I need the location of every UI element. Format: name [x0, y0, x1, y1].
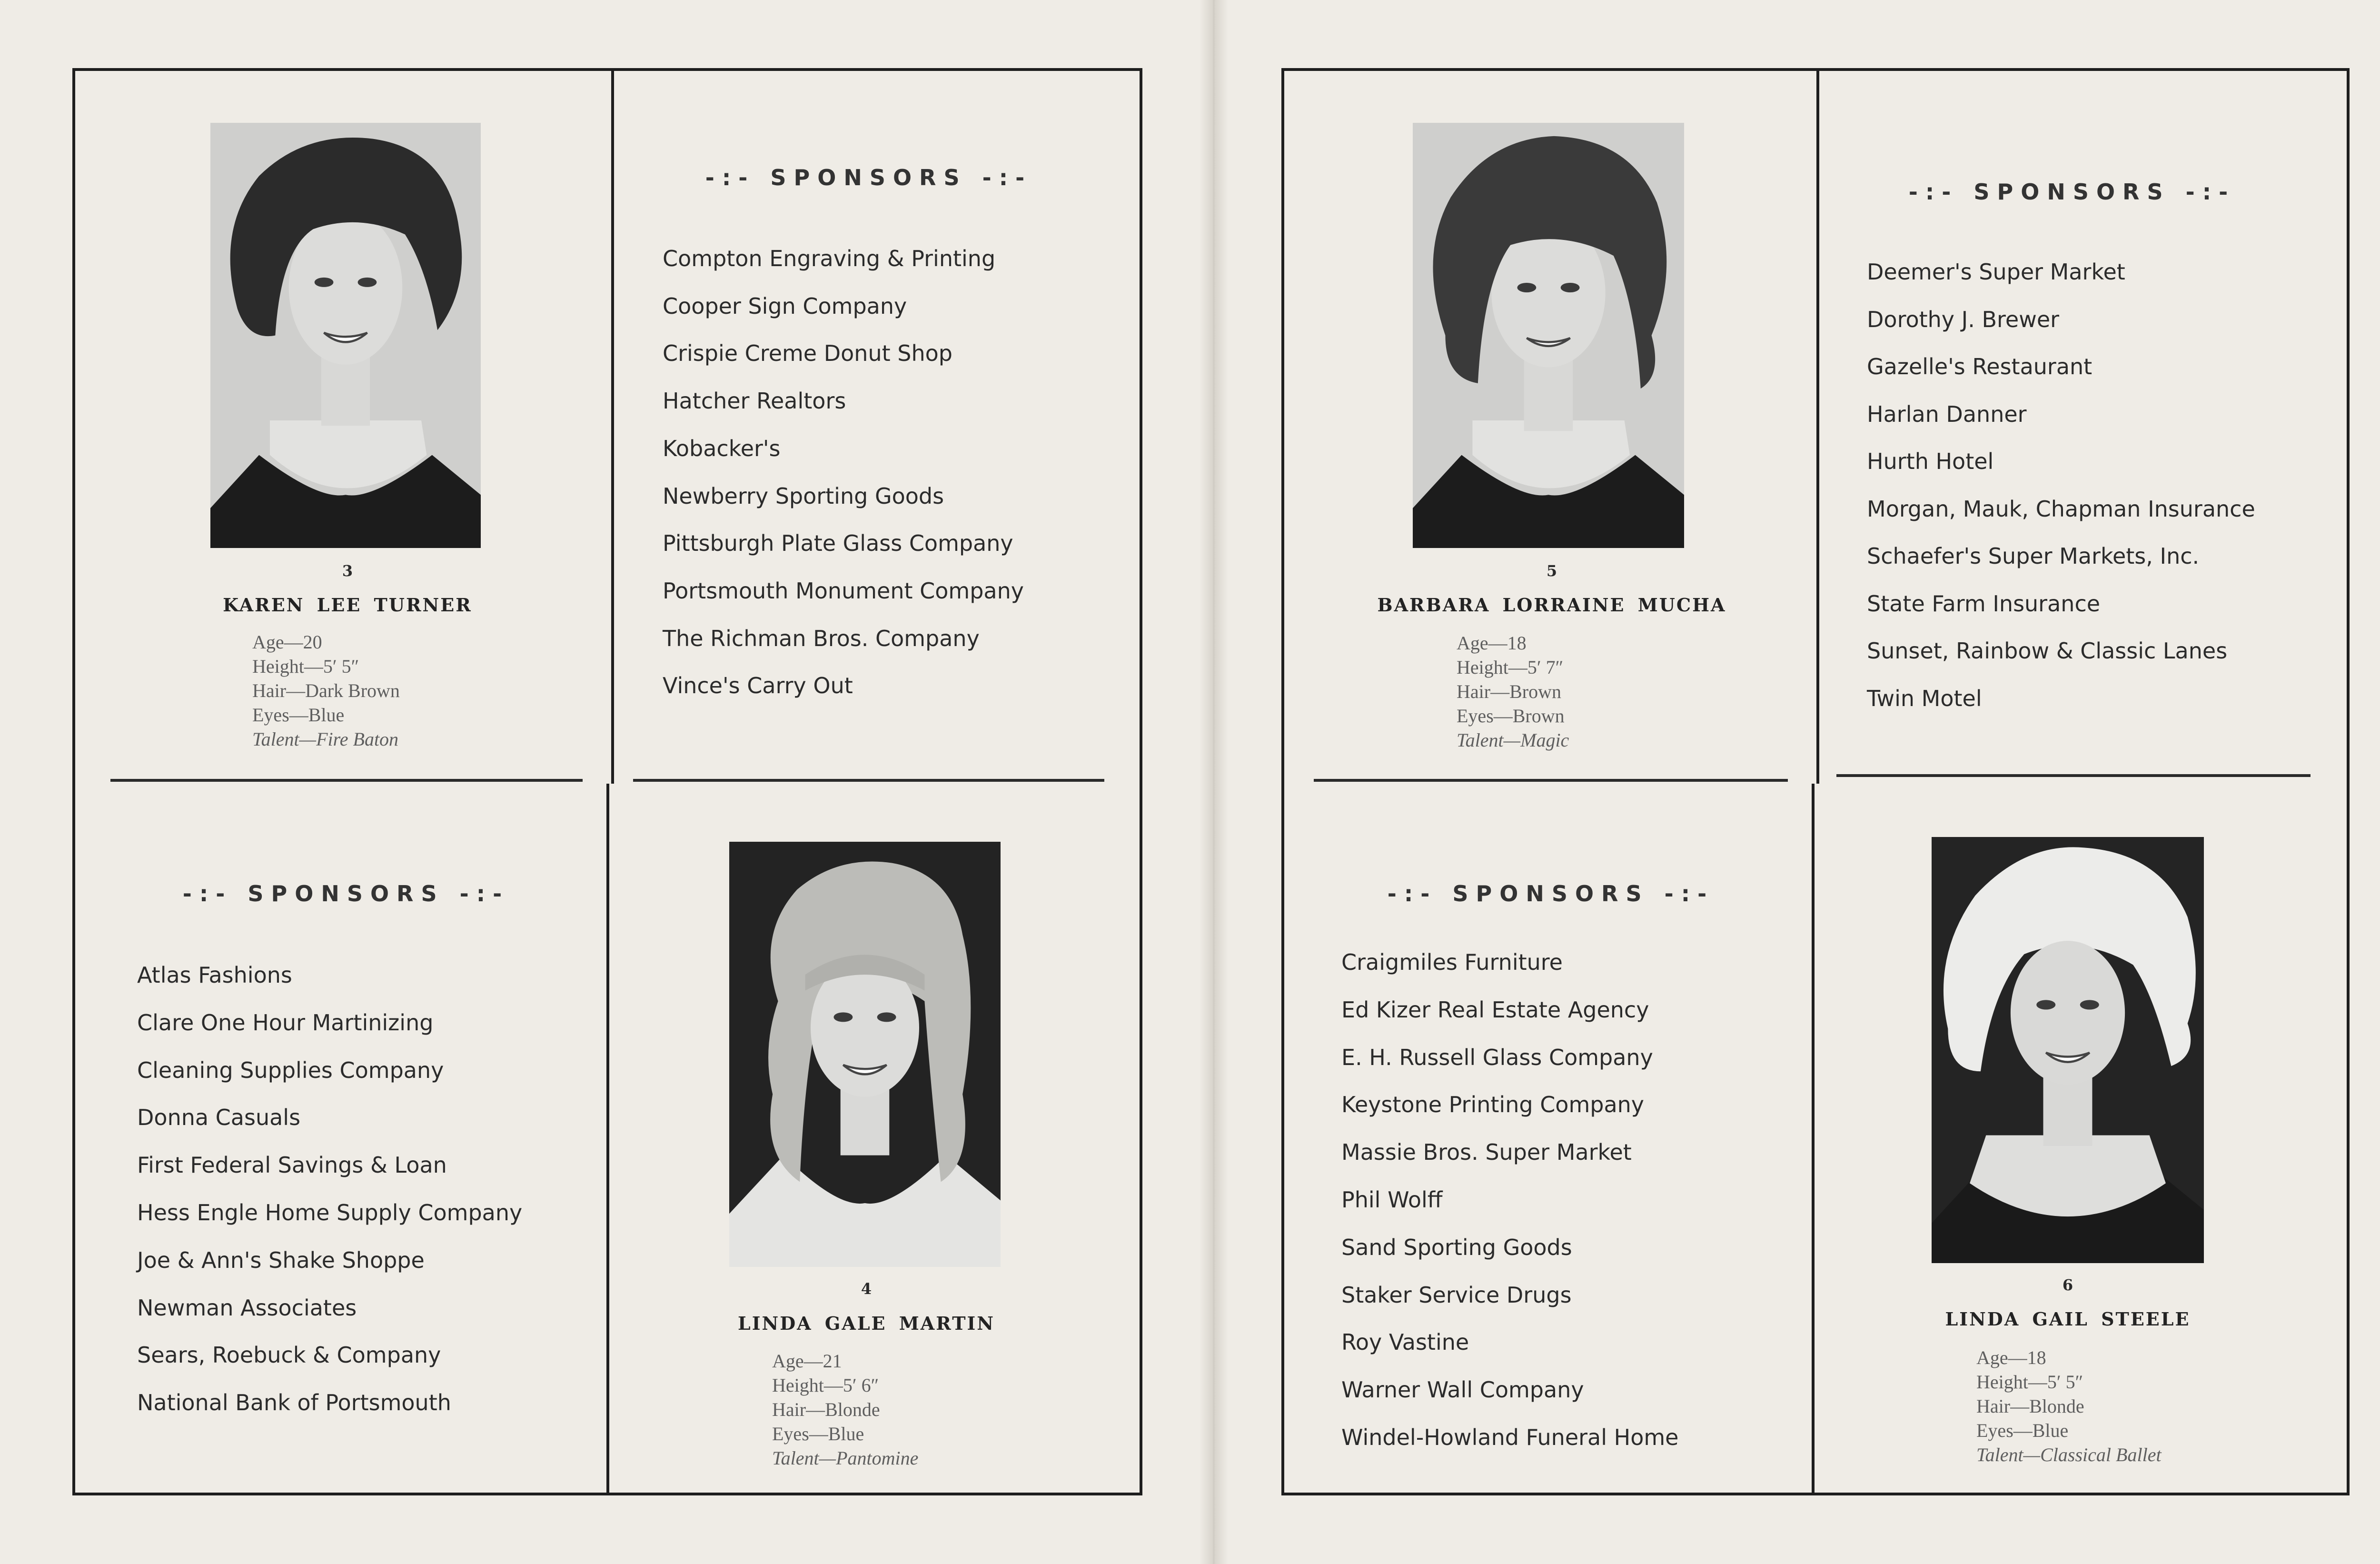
- contestant-6-age: Age—18: [1976, 1347, 2046, 1368]
- contestant-6-hair: Hair—Blonde: [1976, 1395, 2084, 1417]
- sponsor-item: Gazelle's Restaurant: [1867, 354, 2092, 379]
- sponsor-item: Kobacker's: [663, 435, 781, 461]
- sponsors-list-1: [663, 235, 1024, 710]
- right-cell-separator-1: [1314, 779, 1788, 782]
- sponsor-item: E. H. Russell Glass Company: [1341, 1044, 1653, 1070]
- sponsor-item: Keystone Printing Company: [1341, 1092, 1645, 1118]
- right-center-divider-top: [1816, 70, 1819, 784]
- contestant-5-photo: [1413, 123, 1684, 548]
- sponsor-item: Cooper Sign Company: [663, 293, 907, 319]
- right-center-divider-bottom: [1812, 784, 1815, 1494]
- sponsor-item: Newberry Sporting Goods: [663, 483, 944, 509]
- sponsor-item: Joe & Ann's Shake Shoppe: [137, 1247, 425, 1273]
- sponsor-item: Hatcher Realtors: [663, 388, 846, 414]
- sponsor-item: Schaefer's Super Markets, Inc.: [1867, 543, 2200, 569]
- contestant-6-photo: [1932, 837, 2204, 1263]
- sponsor-item: Newman Associates: [137, 1295, 357, 1321]
- right-cell-separator-2: [1836, 774, 2311, 777]
- contestant-4-stats: [772, 1349, 918, 1470]
- contestant-3-age: Age—20: [252, 631, 322, 653]
- sponsor-item: Crispie Creme Donut Shop: [663, 340, 952, 367]
- contestant-4-hair: Hair—Blonde: [772, 1399, 880, 1420]
- contestant-3-stats: [252, 630, 400, 751]
- contestant-4-number: 4: [861, 1280, 872, 1298]
- sponsor-item: Windel-Howland Funeral Home: [1341, 1424, 1679, 1450]
- contestant-5-name: BARBARA LORRAINE MUCHA: [1377, 594, 1726, 616]
- contestant-5-number: 5: [1546, 562, 1557, 580]
- sponsors-heading-1: -:- SPONSORS -:-: [705, 165, 1032, 190]
- sponsor-item: Portsmouth Monument Company: [663, 578, 1024, 604]
- sponsor-item: Massie Bros. Super Market: [1341, 1139, 1632, 1166]
- contestant-6-name: LINDA GAIL STEELE: [1945, 1308, 2191, 1330]
- contestant-4-talent: Talent—Pantomine: [772, 1447, 919, 1469]
- sponsor-item: Hurth Hotel: [1867, 448, 1994, 474]
- contestant-5-hair: Hair—Brown: [1457, 681, 1561, 702]
- contestant-6-height: Height—5′ 5″: [1976, 1371, 2083, 1393]
- contestant-5-stats: [1457, 631, 1569, 752]
- sponsors-heading-4: -:- SPONSORS -:-: [1387, 881, 1715, 907]
- sponsors-heading-3: -:- SPONSORS -:-: [1908, 179, 2236, 205]
- sponsor-item: The Richman Bros. Company: [663, 625, 980, 651]
- sponsor-item: Atlas Fashions: [137, 962, 292, 988]
- sponsor-item: Donna Casuals: [137, 1105, 301, 1131]
- sponsor-item: Vince's Carry Out: [663, 673, 853, 699]
- sponsor-item: Cleaning Supplies Company: [137, 1057, 444, 1083]
- sponsor-item: Sand Sporting Goods: [1341, 1234, 1572, 1260]
- sponsor-item: Compton Engraving & Printing: [663, 246, 996, 271]
- sponsor-item: First Federal Savings & Loan: [137, 1152, 447, 1178]
- contestant-6-stats: [1976, 1345, 2162, 1467]
- sponsor-item: Pittsburgh Plate Glass Company: [663, 530, 1013, 557]
- sponsor-item: Dorothy J. Brewer: [1867, 306, 2060, 332]
- contestant-4-eyes: Eyes—Blue: [772, 1423, 864, 1444]
- sponsors-list-4: [1341, 939, 1679, 1462]
- contestant-6-talent: Talent—Classical Ballet: [1976, 1444, 2162, 1465]
- left-cell-separator-1: [110, 779, 583, 782]
- sponsor-item: Phil Wolff: [1341, 1186, 1443, 1213]
- sponsor-item: Morgan, Mauk, Chapman Insurance: [1867, 496, 2255, 522]
- sponsors-list-2: [137, 952, 522, 1427]
- contestant-3-hair: Hair—Dark Brown: [252, 680, 400, 701]
- sponsor-item: Deemer's Super Market: [1867, 259, 2125, 285]
- sponsor-item: Warner Wall Company: [1341, 1377, 1584, 1403]
- sponsor-item: Twin Motel: [1867, 685, 1982, 711]
- sponsor-item: Ed Kizer Real Estate Agency: [1341, 996, 1649, 1023]
- sponsor-item: Sears, Roebuck & Company: [137, 1342, 441, 1368]
- left-cell-separator-2: [633, 779, 1104, 782]
- sponsor-item: Craigmiles Furniture: [1341, 949, 1563, 975]
- sponsor-item: Staker Service Drugs: [1341, 1282, 1572, 1308]
- contestant-5-age: Age—18: [1457, 632, 1527, 654]
- contestant-3-photo: [210, 123, 481, 548]
- sponsor-item: Clare One Hour Martinizing: [137, 1009, 434, 1036]
- sponsor-item: Harlan Danner: [1867, 401, 2027, 427]
- sponsor-item: State Farm Insurance: [1867, 590, 2101, 617]
- sponsors-heading-2: -:- SPONSORS -:-: [182, 881, 510, 907]
- sponsor-item: Roy Vastine: [1341, 1329, 1469, 1355]
- contestant-4-name: LINDA GALE MARTIN: [738, 1313, 995, 1334]
- contestant-4-height: Height—5′ 6″: [772, 1375, 879, 1396]
- booklet-spine: [1200, 0, 1228, 1564]
- contestant-5-talent: Talent—Magic: [1457, 729, 1569, 751]
- sponsor-item: National Bank of Portsmouth: [137, 1390, 451, 1416]
- contestant-3-name: KAREN LEE TURNER: [223, 594, 472, 616]
- contestant-5-eyes: Eyes—Brown: [1457, 705, 1565, 727]
- contestant-4-age: Age—21: [772, 1350, 842, 1372]
- contestant-6-eyes: Eyes—Blue: [1976, 1420, 2069, 1441]
- contestant-3-eyes: Eyes—Blue: [252, 704, 345, 726]
- sponsor-item: Sunset, Rainbow & Classic Lanes: [1867, 638, 2228, 664]
- sponsors-list-3: [1867, 249, 2255, 722]
- contestant-4-photo: [729, 842, 1001, 1267]
- contestant-3-number: 3: [342, 562, 353, 580]
- left-center-divider-top: [611, 70, 614, 784]
- left-center-divider-bottom: [606, 784, 609, 1494]
- sponsor-item: Hess Engle Home Supply Company: [137, 1199, 523, 1225]
- contestant-5-height: Height—5′ 7″: [1457, 657, 1564, 678]
- contestant-3-talent: Talent—Fire Baton: [252, 728, 399, 750]
- contestant-6-number: 6: [2062, 1276, 2073, 1294]
- contestant-3-height: Height—5′ 5″: [252, 656, 359, 677]
